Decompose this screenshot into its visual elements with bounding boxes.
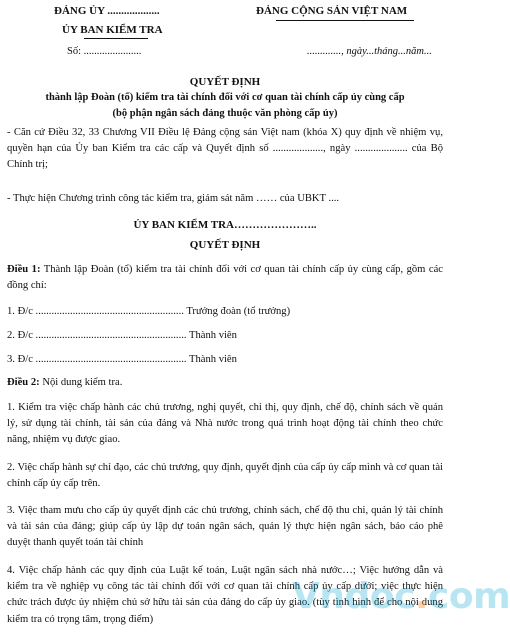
member-dots: ........................................................	[35, 306, 184, 317]
document-title: QUYẾT ĐỊNH	[189, 76, 261, 88]
watermark-dot: .	[414, 576, 429, 617]
article-1	[7, 262, 443, 295]
article-1-label: Điều 1:	[7, 264, 41, 275]
committee-underline	[84, 38, 148, 39]
committee-name: ỦY BAN KIỂM TRA	[62, 24, 163, 36]
decision-heading: QUYẾT ĐỊNH	[189, 239, 261, 251]
member-dots: .........................................................	[35, 354, 187, 365]
inspection-item-3: 3. Việc tham mưu cho cấp ủy quyết định các chủ trương, chính sách, chế độ thu chi, quản lý tài chính và tài sản của đảng; giúp cấp ủy lập dự toán ngân sách, quản lý thực hiện ngân sách, báo cáo phê duyệt thanh quyết toán tài chính	[7, 505, 443, 549]
article-1-text: Thành lập Đoàn (tổ) kiểm tra tài chính đối với cơ quan tài chính cấp ủy cùng cấp, gồm các đồng chí:	[7, 264, 443, 292]
member-prefix: 3. Đ/c	[7, 354, 33, 365]
member-role: Thành viên	[188, 330, 237, 341]
inspection-item-2: 2. Việc chấp hành sự chỉ đạo, các chủ trương, quy định, quyết định của cấp ủy cấp mình và cơ quan tài chính cấp ủy cấp trên.	[7, 462, 443, 490]
article-2-text: Nội dung kiểm tra.	[39, 377, 123, 388]
member-line-3	[7, 354, 237, 365]
document-subtitle: thành lập Đoàn (tổ) kiểm tra tài chính đối với cơ quan tài chính cấp ủy cùng cấp	[45, 92, 405, 103]
member-role: Trưởng đoàn (tổ trưởng)	[186, 306, 291, 317]
party-committee-label: ĐẢNG ỦY ...................	[54, 5, 160, 17]
article-2	[7, 377, 122, 388]
member-prefix: 2. Đ/c	[7, 330, 33, 341]
document-date: ............., ngày...tháng...năm...	[307, 46, 432, 57]
inspection-item-4: 4. Việc chấp hành các quy định của Luật kế toán, Luật ngân sách nhà nước…; Việc hướng dẫn và kiểm tra về nghiệp vụ công tác tài chính đối với cơ quan tài chính cấp ủy cấp dưới; việc thực hiện chức trách được ủy nhiệm chủ sở hữu tài sản của đảng do cấp ủy giao. (tùy tình hình để cho nội dung kiểm tra có trọng tâm, trọng điểm)	[7, 565, 443, 625]
watermark-right: com	[428, 576, 510, 617]
site-watermark-logo	[292, 576, 510, 617]
watermark-left: Vndoc	[292, 576, 415, 617]
committee-heading: ỦY BAN KIỂM TRA…………………..	[133, 219, 317, 231]
document-number: Số: ......................	[67, 46, 142, 57]
member-dots: .........................................................	[35, 330, 187, 341]
inspection-item-1: 1. Kiểm tra việc chấp hành các chủ trương, nghị quyết, chỉ thị, quy định, chế độ, chính sách về quản lý, sử dụng tài chính, tài sản của đảng và Nhà nước trong quá trình hoạt động tài chính theo chức năng, nhiệm vụ được giao.	[7, 402, 443, 446]
document-subtitle-note: (bộ phận ngân sách đảng thuộc văn phòng cấp ủy)	[112, 108, 338, 119]
member-line-2	[7, 330, 237, 341]
member-line-1	[7, 306, 290, 317]
article-2-label: Điều 2:	[7, 377, 40, 388]
header-underline	[276, 20, 414, 21]
member-prefix: 1. Đ/c	[7, 306, 33, 317]
party-name: ĐẢNG CỘNG SẢN VIỆT NAM	[256, 5, 408, 17]
basis-paragraph-2: - Thực hiện Chương trình công tác kiểm tra, giám sát năm …… của UBKT ....	[7, 193, 340, 204]
member-role: Thành viên	[188, 354, 237, 365]
basis-paragraph-1: - Căn cứ Điều 32, 33 Chương VII Điều lệ Đảng cộng sản Việt nam (khóa X) quy định về nhiệm vụ, quyền hạn của Ủy ban Kiểm tra các cấp và Quyết định số ..................., ngày .................... của Bộ Chính trị;	[7, 127, 443, 171]
